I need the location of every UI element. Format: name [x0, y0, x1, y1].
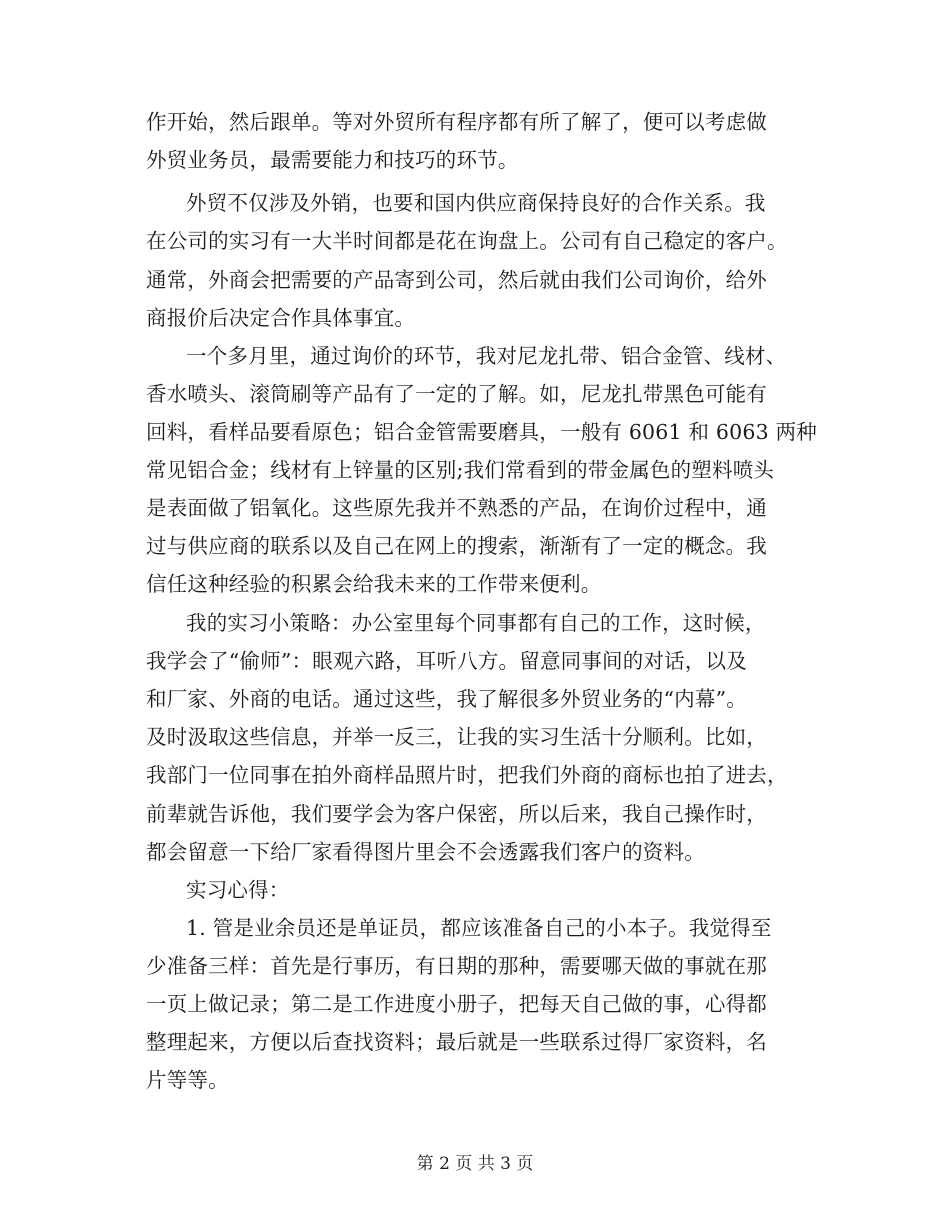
body-line: 和厂家、外商的电话。通过这些，我了解很多外贸业务的“内幕”。 [146, 687, 747, 711]
body-line: 少准备三样：首先是行事历，有日期的那种，需要哪天做的事就在那 [146, 954, 767, 978]
body-line: 是表面做了铝氧化。这些原先我并不熟悉的产品，在询价过程中，通 [146, 496, 767, 520]
body-line: 外贸业务员，最需要能力和技巧的环节。 [146, 148, 519, 172]
body-line: 及时汲取这些信息，并举一反三，让我的实习生活十分顺利。比如， [146, 725, 767, 749]
body-line: 过与供应商的联系以及自己在网上的搜索，渐渐有了一定的概念。我 [146, 534, 767, 558]
body-line: 作开始，然后跟单。等对外贸所有程序都有所了解了，便可以考虑做 [146, 110, 767, 134]
page-number-footer: 第 2 页 共 3 页 [416, 1154, 534, 1174]
section-heading: 实习心得： [186, 878, 290, 902]
paragraph-start-line: 外贸不仅涉及外销，也要和国内供应商保持良好的合作关系。我 [186, 191, 766, 215]
paragraph-start-line: 一个多月里，通过询价的环节，我对尼龙扎带、铝合金管、线材、 [186, 344, 787, 368]
paragraph-start-line: 我的实习小策略：办公室里每个同事都有自己的工作，这时候， [186, 611, 766, 635]
body-line: 片等等。 [146, 1068, 229, 1092]
paragraph-start-line: 1. 管是业余员还是单证员，都应该准备自己的小本子。我觉得至 [186, 916, 772, 940]
body-line: 一页上做记录；第二是工作进度小册子，把每天自己做的事，心得都 [146, 992, 767, 1016]
body-line: 香水喷头、滚筒刷等产品有了一定的了解。如，尼龙扎带黑色可能有 [146, 382, 767, 406]
body-line: 在公司的实习有一大半时间都是花在询盘上。公司有自己稳定的客户。 [146, 229, 788, 253]
body-line: 回料，看样品要看原色；铝合金管需要磨具，一般有 6061 和 6063 两种 [146, 420, 818, 444]
body-line: 我学会了“偷师”：眼观六路，耳听八方。留意同事间的对话，以及 [146, 649, 747, 673]
body-line: 信任这种经验的积累会给我未来的工作带来便利。 [146, 572, 602, 596]
body-line: 常见铝合金；线材有上锌量的区别;我们常看到的带金属色的塑料喷头 [146, 458, 775, 482]
body-line: 整理起来，方便以后查找资料；最后就是一些联系过得厂家资料，名 [146, 1030, 767, 1054]
body-line: 商报价后决定合作具体事宜。 [146, 306, 416, 330]
body-line: 我部门一位同事在拍外商样品照片时，把我们外商的商标也拍了进去， [146, 763, 788, 787]
body-line: 通常，外商会把需要的产品寄到公司，然后就由我们公司询价，给外 [146, 268, 767, 292]
body-line: 前辈就告诉他，我们要学会为客户保密，所以后来，我自己操作时， [146, 802, 767, 826]
body-line: 都会留意一下给厂家看得图片里会不会透露我们客户的资料。 [146, 840, 705, 864]
